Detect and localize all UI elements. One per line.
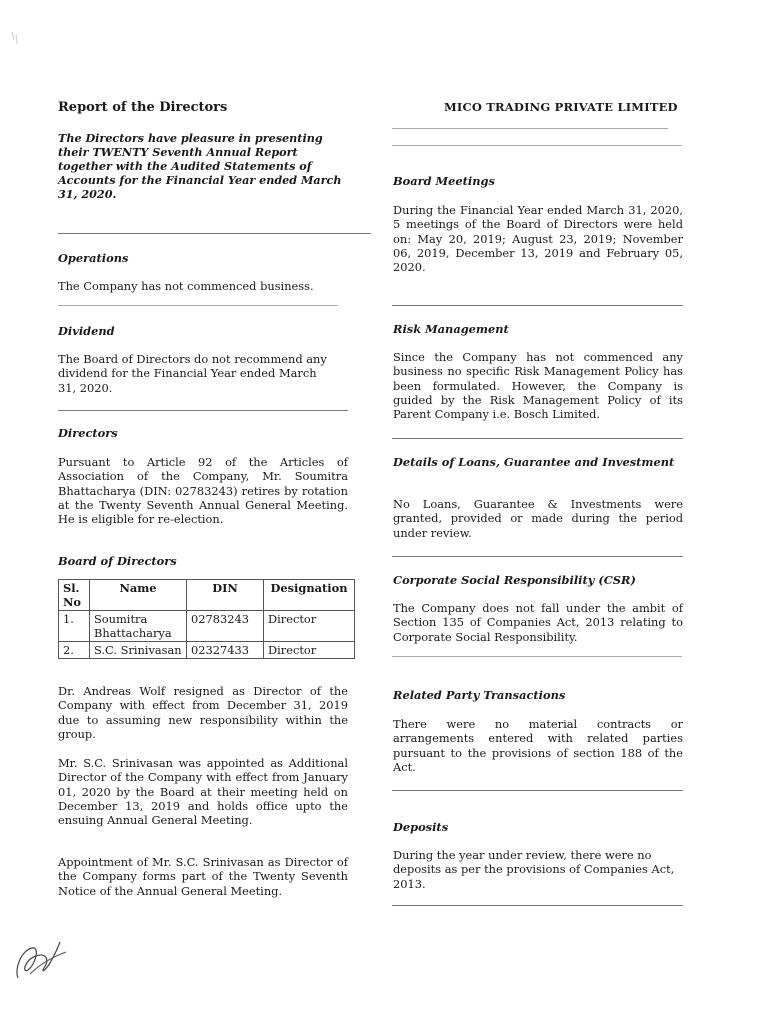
table-cell: 1. xyxy=(59,611,90,642)
deposits-heading: Deposits xyxy=(393,820,449,834)
divider xyxy=(392,128,668,129)
dividend-heading: Dividend xyxy=(58,324,115,338)
divider xyxy=(392,790,683,791)
table-cell: Soumitra Bhattacharya xyxy=(90,611,187,642)
operations-heading: Operations xyxy=(58,251,129,265)
operations-text: The Company has not commenced business. xyxy=(58,279,314,293)
divider xyxy=(392,905,683,906)
dividend-text: The Board of Directors do not recommend any dividend for the Financial Year ended March 31, 2020. xyxy=(58,352,327,395)
csr-text: The Company does not fall under the ambit of Section 135 of Companies Act, 2013 relating to Corporate Social Responsibility. xyxy=(393,601,683,644)
table-row xyxy=(59,642,355,659)
risk-management-heading: Risk Management xyxy=(393,322,509,336)
table-cell: 2. xyxy=(59,642,90,659)
loans-text: No Loans, Guarantee & Investments were granted, provided or made during the period under review. xyxy=(393,497,683,540)
divider xyxy=(392,438,683,439)
risk-management-text: Since the Company has not commenced any business no specific Risk Management Policy has been formulated. However, the Company is guided by the Risk Management Policy of its Parent Company i.e. Bosch Limited. xyxy=(393,350,683,422)
table-cell: 02327433 xyxy=(187,642,264,659)
directors-text: Pursuant to Article 92 of the Articles of Association of the Company, Mr. Soumitra Bhattacharya (DIN: 02783243) retires by rotation at the Twenty Seventh Annual General Meeting. He is eligible for re-election. xyxy=(58,455,348,527)
csr-heading: Corporate Social Responsibility (CSR) xyxy=(393,573,636,587)
divider xyxy=(58,305,338,306)
signature xyxy=(10,930,70,985)
table-cell: 02783243 xyxy=(187,611,264,642)
appointment-notice-text: Appointment of Mr. S.C. Srinivasan as Director of the Company forms part of the Twenty Seventh Notice of the Annual General Meeting. xyxy=(58,855,348,898)
scan-corner-mark xyxy=(8,30,28,50)
directors-heading: Directors xyxy=(58,426,118,440)
table-header-row xyxy=(59,580,355,611)
related-party-heading: Related Party Transactions xyxy=(393,688,566,702)
board-meetings-text: During the Financial Year ended March 31, 2020, 5 meetings of the Board of Directors were held on: May 20, 2019; August 23, 2019; November 06, 2019, December 13, 2019 and February 05, 2020. xyxy=(393,203,683,275)
column-header: DIN xyxy=(187,580,264,611)
divider xyxy=(392,656,682,657)
srinivasan-appointment-text: Mr. S.C. Srinivasan was appointed as Additional Director of the Company with effect from January 01, 2020 by the Board at their meeting held on December 13, 2019 and holds office upto the ensuing Annual General Meeting. xyxy=(58,756,348,828)
board-of-directors-heading: Board of Directors xyxy=(58,554,177,568)
related-party-text: There were no material contracts or arrangements entered with related parties pursuant to the provisions of section 188 of the Act. xyxy=(393,717,683,774)
loans-heading: Details of Loans, Guarantee and Investment xyxy=(393,455,675,469)
table-cell: S.C. Srinivasan xyxy=(90,642,187,659)
wolf-resignation-text: Dr. Andreas Wolf resigned as Director of the Company with effect from December 31, 2019 due to assuming new responsibility within the group. xyxy=(58,684,348,741)
divider xyxy=(58,410,348,411)
board-of-directors-table xyxy=(58,579,355,659)
divider xyxy=(392,145,682,146)
table-cell: Director xyxy=(264,611,355,642)
table-row xyxy=(59,611,355,642)
deposits-text: During the year under review, there were no deposits as per the provisions of Companies Act, 2013. xyxy=(393,848,675,891)
report-title: Report of the Directors xyxy=(58,100,228,115)
divider xyxy=(392,556,683,557)
divider xyxy=(58,233,371,234)
divider xyxy=(392,305,683,306)
board-meetings-heading: Board Meetings xyxy=(393,174,495,188)
intro-statement: The Directors have pleasure in presenting their TWENTY Seventh Annual Report together with the Audited Statements of Accounts for the Financial Year ended March 31, 2020. xyxy=(58,131,342,201)
column-header: Name xyxy=(90,580,187,611)
company-name: MICO TRADING PRIVATE LIMITED xyxy=(444,100,678,114)
column-header: Designation xyxy=(264,580,355,611)
column-header: Sl. No xyxy=(59,580,90,611)
table-cell: Director xyxy=(264,642,355,659)
